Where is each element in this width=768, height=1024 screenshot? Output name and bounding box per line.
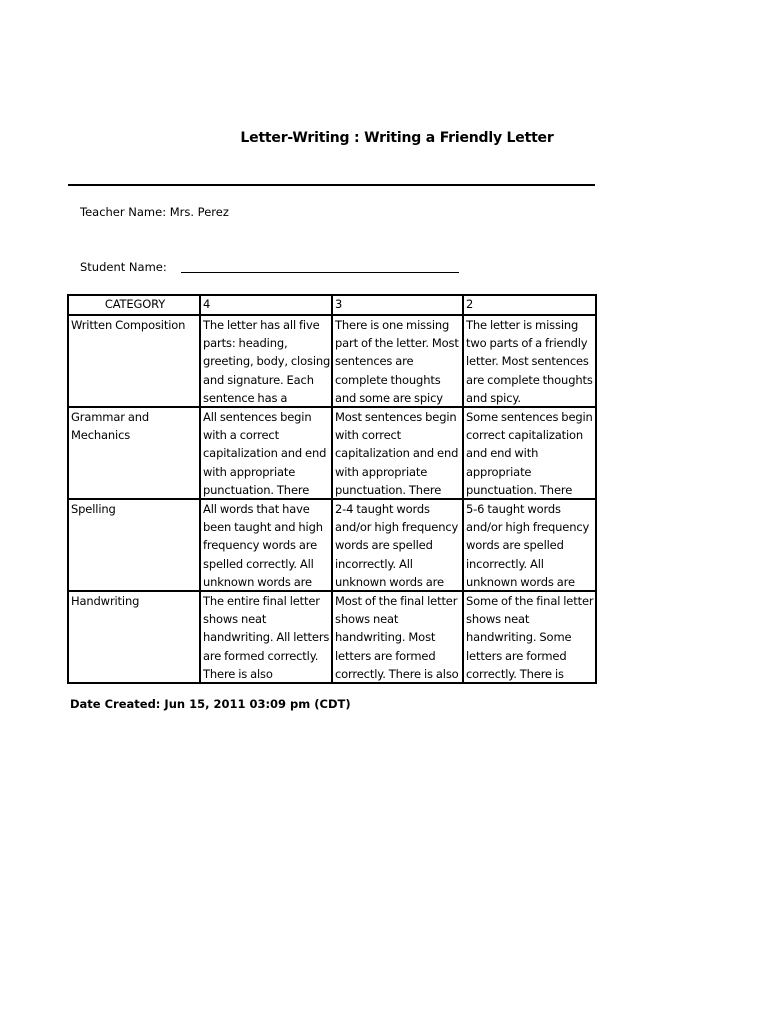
- row-score-2: 5-6 taught words and/or high frequency words are spelled incorrectly. All unknown words are: [463, 499, 596, 591]
- row-score-4: The entire final letter shows neat handwriting. All letters are formed correctly. There is also: [200, 591, 332, 683]
- student-name-line: [80, 259, 167, 275]
- header-score-3: 3: [332, 295, 463, 315]
- row-score-3: Most of the final letter shows neat handwriting. Most letters are formed correctly. There is also: [332, 591, 463, 683]
- row-score-3: 2-4 taught words and/or high frequency words are spelled incorrectly. All unknown words are: [332, 499, 463, 591]
- row-score-4: The letter has all five parts: heading, greeting, body, closing and signature. Each sentence has a: [200, 315, 332, 407]
- row-score-2: Some of the final letter shows neat handwriting. Some letters are formed correctly. There is: [463, 591, 596, 683]
- table-row: [68, 315, 596, 407]
- row-category: Handwriting: [68, 591, 200, 683]
- title-divider: [68, 184, 595, 186]
- header-score-4: 4: [200, 295, 332, 315]
- student-name-label: Student Name:: [80, 260, 167, 274]
- row-score-2: Some sentences begin correct capitalization and end with appropriate punctuation. There: [463, 407, 596, 499]
- row-score-4: All words that have been taught and high frequency words are spelled correctly. All unknown words are: [200, 499, 332, 591]
- header-category: CATEGORY: [68, 295, 200, 315]
- rubric-table: [67, 294, 597, 684]
- row-category: Grammar and Mechanics: [68, 407, 200, 499]
- row-category: Written Composition: [68, 315, 200, 407]
- table-row: [68, 591, 596, 683]
- row-score-2: The letter is missing two parts of a friendly letter. Most sentences are complete thoughts and spicy.: [463, 315, 596, 407]
- header-score-2: 2: [463, 295, 596, 315]
- date-created: Date Created: Jun 15, 2011 03:09 pm (CDT): [70, 697, 351, 711]
- row-score-3: Most sentences begin with correct capitalization and end with appropriate punctuation. There: [332, 407, 463, 499]
- teacher-name-line: [80, 204, 229, 220]
- teacher-name-value: Mrs. Perez: [169, 205, 229, 219]
- row-category: Spelling: [68, 499, 200, 591]
- row-score-3: There is one missing part of the letter. Most sentences are complete thoughts and some are spicy: [332, 315, 463, 407]
- table-row: [68, 407, 596, 499]
- document-title: Letter-Writing : Writing a Friendly Letter: [240, 130, 554, 146]
- table-row: [68, 499, 596, 591]
- row-score-4: All sentences begin with a correct capitalization and end with appropriate punctuation. There: [200, 407, 332, 499]
- student-name-blank: [181, 259, 459, 273]
- rubric-header-row: [68, 295, 596, 315]
- teacher-name-label: Teacher Name:: [80, 205, 167, 219]
